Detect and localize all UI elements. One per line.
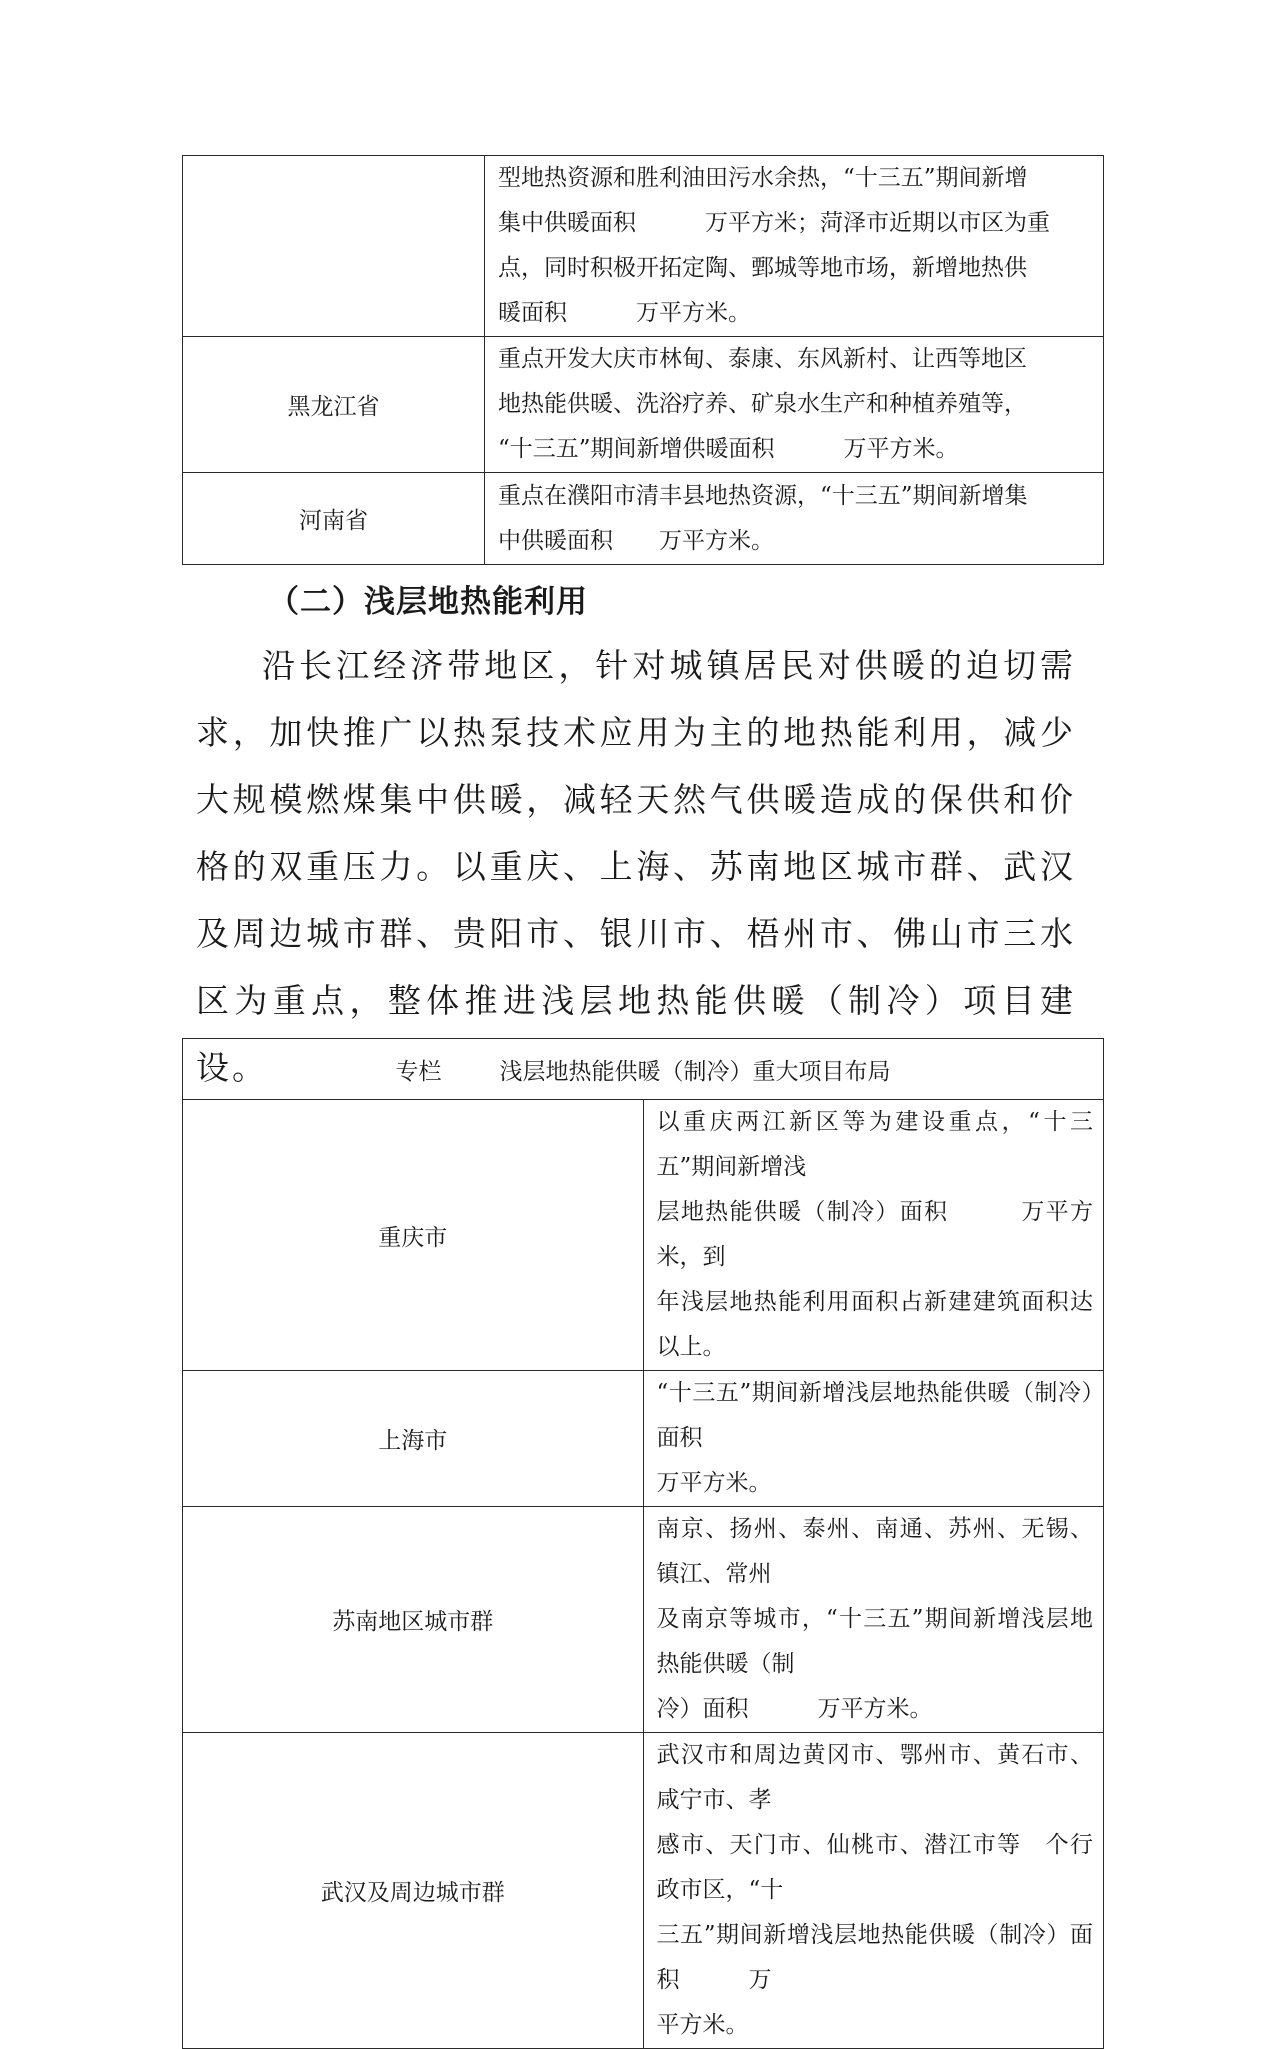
description-line: 地热能供暖、洗浴疗养、矿泉水生产和种植养殖等，: [498, 391, 1027, 417]
region-cell: 黑龙江省: [183, 337, 485, 473]
description-line: 南京、扬州、泰州、南通、苏州、无锡、镇江、常州: [656, 1516, 1093, 1587]
table-row: [183, 1507, 1104, 1733]
description-line: “十三五”期间新增供暖面积 万平方米。: [498, 436, 959, 462]
region-cell: [183, 156, 485, 337]
description-line: 及南京等城市，“十三五”期间新增浅层地热能供暖（制: [656, 1606, 1093, 1677]
description-cell: [485, 473, 1104, 565]
description-line: 型地热资源和胜利油田污水余热，“十三五”期间新增: [498, 165, 1028, 191]
body-paragraph: 沿长江经济带地区，针对城镇居民对供暖的迫切需求，加快推广以热泵技术应用为主的地热能利用，减少大规模燃煤集中供暖，减轻天然气供暖造成的保供和价格的双重压力。以重庆、上海、苏南地区城市群、武汉及周边城市群、贵阳市、银川市、梧州市、佛山市三水区为重点，整体推进浅层地热能供暖（制冷）项目建设。: [196, 646, 1076, 1087]
description-line: 万平方米。: [656, 1470, 772, 1496]
description-cell: [643, 1100, 1162, 1371]
description-line: 重点开发大庆市林甸、泰康、东风新村、让西等地区: [498, 346, 1027, 372]
description-line: 暖面积 万平方米。: [498, 300, 751, 326]
column-title: 浅层地热能供暖（制冷）重大项目布局: [499, 1058, 891, 1085]
description-line: 重点在濮阳市清丰县地热资源，“十三五”期间新增集: [498, 482, 1028, 509]
description-line: “十三五”期间新增浅层地热能供暖（制冷）面积: [656, 1380, 1093, 1451]
description-line: 点，同时积极开拓定陶、鄄城等地市场，新增地热供: [498, 255, 1027, 281]
description-line: 以重庆两江新区等为建设重点，“十三五”期间新增浅: [656, 1109, 1093, 1180]
region-cell: 苏南地区城市群: [183, 1507, 644, 1733]
description-cell: [643, 1371, 1104, 1507]
description-line: 中供暖面积 万平方米。: [498, 527, 774, 554]
shallow-geothermal-project-table: [182, 1038, 1162, 2049]
description-line: 冷）面积 万平方米。: [656, 1696, 933, 1722]
region-cell: 河南省: [183, 473, 485, 565]
description-cell: [643, 1733, 1104, 2049]
column-header-cell: [183, 1039, 1104, 1100]
description-line: 平方米。: [656, 2012, 749, 2038]
description-line: 集中供暖面积 万平方米；菏泽市近期以市区为重: [498, 210, 1050, 236]
description-line: 三五”期间新增浅层地热能供暖（制冷）面积 万: [656, 1922, 1093, 1993]
table-row: [183, 1100, 1104, 1371]
table-row: [183, 337, 1104, 473]
table-row: [183, 1733, 1104, 2049]
description-cell: [485, 337, 1104, 473]
table-header-row: [183, 1039, 1104, 1100]
region-cell: 重庆市: [183, 1100, 644, 1371]
section-heading: （二）浅层地热能利用: [268, 584, 588, 620]
table-row: [183, 1371, 1104, 1507]
description-cell: [485, 156, 1104, 337]
description-line: 武汉市和周边黄冈市、鄂州市、黄石市、咸宁市、孝: [656, 1742, 1093, 1813]
region-cell: 武汉及周边城市群: [183, 1733, 644, 2049]
table-row: [183, 473, 1104, 565]
description-line: 层地热能供暖（制冷）面积 万平方米，到: [656, 1199, 1093, 1270]
description-line: 年浅层地热能利用面积占新建建筑面积达 以上。: [656, 1289, 1162, 1360]
regional-geothermal-table: [182, 155, 1104, 565]
column-label: 专栏: [395, 1058, 442, 1085]
table-row: [183, 156, 1104, 337]
region-cell: 上海市: [183, 1371, 644, 1507]
description-cell: [643, 1507, 1104, 1733]
description-line: 感市、天门市、仙桃市、潜江市等 个行政市区，“十: [656, 1832, 1093, 1903]
